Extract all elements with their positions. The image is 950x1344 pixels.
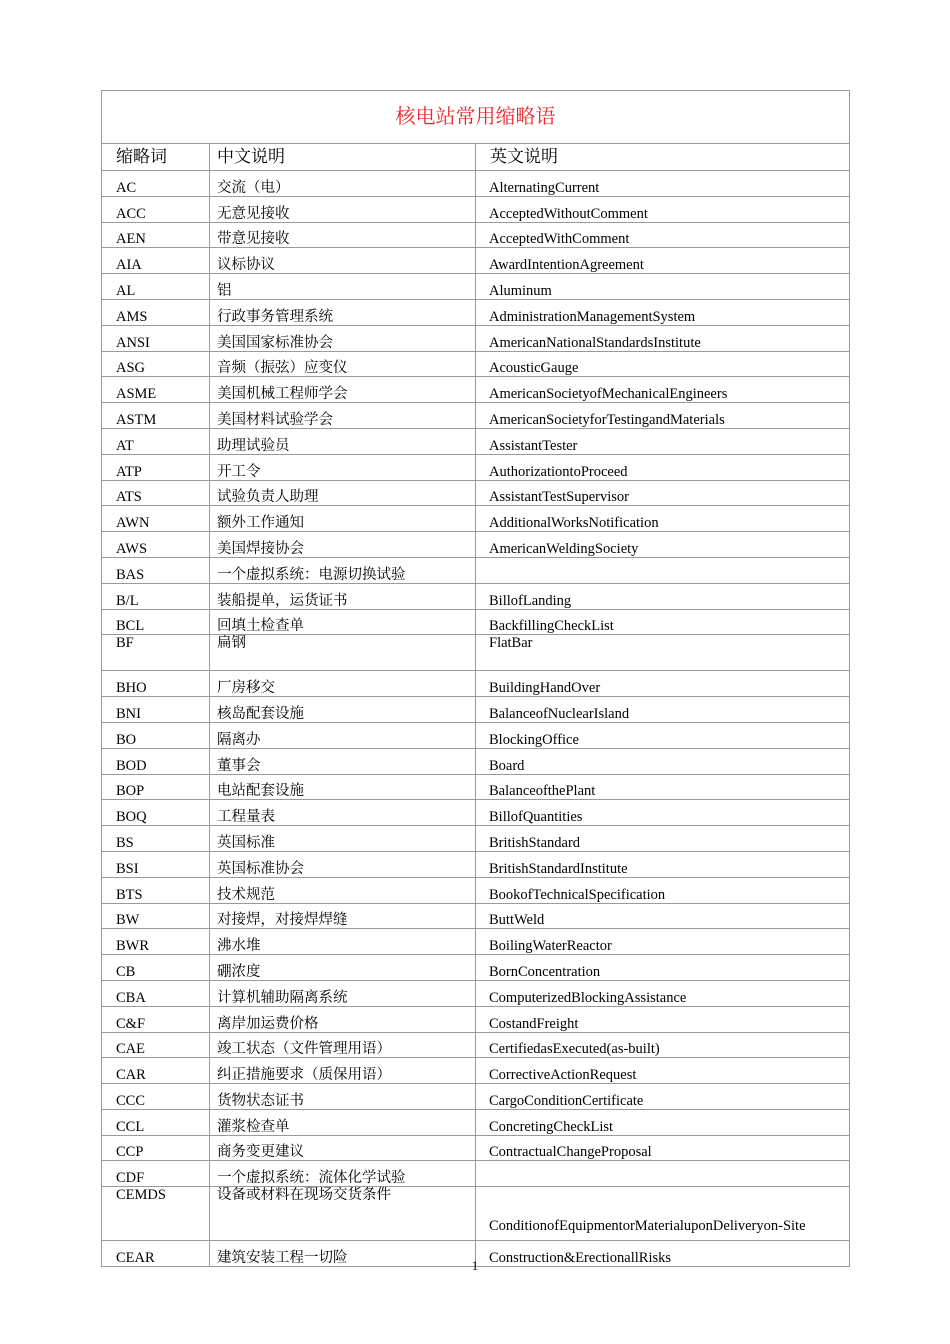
abbr-cell: CEAR (102, 1241, 210, 1267)
abbr-cell: AMS (102, 299, 210, 325)
en-cell: CargoConditionCertificate (476, 1084, 850, 1110)
en-cell: AssistantTester (476, 428, 850, 454)
abbr-cell: CAR (102, 1058, 210, 1084)
abbr-cell: AWN (102, 506, 210, 532)
en-cell: ButtWeld (476, 903, 850, 929)
title-row (102, 91, 850, 144)
header-cn: 中文说明 (210, 144, 476, 171)
table-row (102, 377, 850, 403)
table-row (102, 583, 850, 609)
en-cell: BlockingOffice (476, 722, 850, 748)
en-cell: AwardIntentionAgreement (476, 248, 850, 274)
cn-cell: 厂房移交 (210, 671, 476, 697)
en-cell: AssistantTestSupervisor (476, 480, 850, 506)
cn-cell: 英国标准协会 (210, 851, 476, 877)
en-cell (476, 557, 850, 583)
cn-cell: 交流（电） (210, 171, 476, 197)
abbr-cell: AIA (102, 248, 210, 274)
table-row (102, 929, 850, 955)
table-row (102, 1084, 850, 1110)
abbr-cell: CCP (102, 1135, 210, 1161)
page-number: 1 (471, 1258, 479, 1273)
cn-cell: 扁钢 (210, 635, 476, 671)
cn-cell: 商务变更建议 (210, 1135, 476, 1161)
table-row (102, 774, 850, 800)
en-cell: AcceptedWithComment (476, 222, 850, 248)
table-row (102, 351, 850, 377)
en-cell: AmericanNationalStandardsInstitute (476, 325, 850, 351)
abbr-cell: CAE (102, 1032, 210, 1058)
en-cell: Aluminum (476, 274, 850, 300)
cn-cell: 英国标准 (210, 826, 476, 852)
en-cell: ContractualChangeProposal (476, 1135, 850, 1161)
en-cell: CertifiedasExecuted(as-built) (476, 1032, 850, 1058)
abbr-cell: ATS (102, 480, 210, 506)
table-row (102, 222, 850, 248)
en-cell: FlatBar (476, 635, 850, 671)
abbr-cell: ANSI (102, 325, 210, 351)
cn-cell: 竣工状态（文件管理用语） (210, 1032, 476, 1058)
header-en: 英文说明 (476, 144, 850, 171)
cn-cell: 开工令 (210, 454, 476, 480)
table-row (102, 671, 850, 697)
abbr-cell: CBA (102, 980, 210, 1006)
cn-cell: 电站配套设施 (210, 774, 476, 800)
en-cell: BookofTechnicalSpecification (476, 877, 850, 903)
table-row (102, 1187, 850, 1241)
abbr-cell: BSI (102, 851, 210, 877)
table-row (102, 1109, 850, 1135)
cn-cell: 核岛配套设施 (210, 697, 476, 723)
cn-cell: 回填土检查单 (210, 609, 476, 635)
cn-cell: 音频（振弦）应变仪 (210, 351, 476, 377)
abbr-cell: AT (102, 428, 210, 454)
table-row (102, 800, 850, 826)
en-cell: BillofQuantities (476, 800, 850, 826)
en-cell: AuthorizationtoProceed (476, 454, 850, 480)
en-cell: BornConcentration (476, 955, 850, 981)
cn-cell: 对接焊，对接焊焊缝 (210, 903, 476, 929)
en-cell: AcousticGauge (476, 351, 850, 377)
document-title: 核电站常用缩略语 (102, 91, 850, 144)
cn-cell: 额外工作通知 (210, 506, 476, 532)
abbr-cell: BNI (102, 697, 210, 723)
cn-cell: 灌浆检查单 (210, 1109, 476, 1135)
table-row (102, 171, 850, 197)
cn-cell: 议标协议 (210, 248, 476, 274)
en-cell: BackfillingCheckList (476, 609, 850, 635)
en-cell: AmericanSocietyofMechanicalEngineers (476, 377, 850, 403)
table-row (102, 506, 850, 532)
abbr-cell: BCL (102, 609, 210, 635)
abbr-cell: ASME (102, 377, 210, 403)
cn-cell: 货物状态证书 (210, 1084, 476, 1110)
en-cell: Board (476, 748, 850, 774)
en-cell: ConcretingCheckList (476, 1109, 850, 1135)
cn-cell: 装船提单，运货证书 (210, 583, 476, 609)
table-row (102, 635, 850, 671)
table-row (102, 903, 850, 929)
table-row (102, 248, 850, 274)
cn-cell: 工程量表 (210, 800, 476, 826)
table-row (102, 1058, 850, 1084)
table-row (102, 403, 850, 429)
abbr-cell: BOQ (102, 800, 210, 826)
abbr-cell: BW (102, 903, 210, 929)
abbr-cell: C&F (102, 1006, 210, 1032)
abbr-cell: AEN (102, 222, 210, 248)
table-row (102, 748, 850, 774)
table-row (102, 274, 850, 300)
table-row (102, 1135, 850, 1161)
table-row (102, 1161, 850, 1187)
en-cell (476, 1161, 850, 1187)
header-row (102, 144, 850, 171)
en-cell: BuildingHandOver (476, 671, 850, 697)
en-cell: ConditionofEquipmentorMaterialuponDeliveryon-Site (476, 1187, 850, 1241)
cn-cell: 董事会 (210, 748, 476, 774)
en-cell: AcceptedWithoutComment (476, 196, 850, 222)
cn-cell: 设备或材料在现场交货条件 (210, 1187, 476, 1241)
cn-cell: 计算机辅助隔离系统 (210, 980, 476, 1006)
table-row (102, 196, 850, 222)
cn-cell: 离岸加运费价格 (210, 1006, 476, 1032)
abbr-cell: CEMDS (102, 1187, 210, 1241)
en-cell: BalanceofthePlant (476, 774, 850, 800)
cn-cell: 美国材料试验学会 (210, 403, 476, 429)
en-cell: AlternatingCurrent (476, 171, 850, 197)
abbr-cell: AL (102, 274, 210, 300)
cn-cell: 技术规范 (210, 877, 476, 903)
abbr-cell: ASG (102, 351, 210, 377)
abbr-cell: CB (102, 955, 210, 981)
abbr-cell: BWR (102, 929, 210, 955)
table-row (102, 1006, 850, 1032)
cn-cell: 带意见接收 (210, 222, 476, 248)
abbr-cell: CCC (102, 1084, 210, 1110)
table-row (102, 532, 850, 558)
cn-cell: 一个虚拟系统：流体化学试验 (210, 1161, 476, 1187)
table-row (102, 299, 850, 325)
cn-cell: 铝 (210, 274, 476, 300)
abbr-cell: BOP (102, 774, 210, 800)
en-cell: BalanceofNuclearIsland (476, 697, 850, 723)
table-row (102, 955, 850, 981)
table-row (102, 1032, 850, 1058)
cn-cell: 一个虚拟系统：电源切换试验 (210, 557, 476, 583)
cn-cell: 美国焊接协会 (210, 532, 476, 558)
table-row (102, 697, 850, 723)
en-cell: BritishStandardInstitute (476, 851, 850, 877)
en-cell: AdministrationManagementSystem (476, 299, 850, 325)
table-row (102, 851, 850, 877)
table-row (102, 826, 850, 852)
en-cell: ComputerizedBlockingAssistance (476, 980, 850, 1006)
abbr-cell: BS (102, 826, 210, 852)
en-cell: BritishStandard (476, 826, 850, 852)
table-row (102, 428, 850, 454)
cn-cell: 美国国家标准协会 (210, 325, 476, 351)
en-cell: Construction&ErectionallRisks (476, 1241, 850, 1267)
table-row (102, 722, 850, 748)
abbr-cell: AWS (102, 532, 210, 558)
abbr-cell: ACC (102, 196, 210, 222)
table-row (102, 609, 850, 635)
abbr-cell: BAS (102, 557, 210, 583)
table-row (102, 877, 850, 903)
en-cell: AmericanWeldingSociety (476, 532, 850, 558)
table-row (102, 454, 850, 480)
abbr-cell: BTS (102, 877, 210, 903)
cn-cell: 行政事务管理系统 (210, 299, 476, 325)
abbr-cell: AC (102, 171, 210, 197)
cn-cell: 美国机械工程师学会 (210, 377, 476, 403)
table-row (102, 325, 850, 351)
table-row (102, 480, 850, 506)
abbr-cell: BHO (102, 671, 210, 697)
abbr-cell: B/L (102, 583, 210, 609)
en-cell: CorrectiveActionRequest (476, 1058, 850, 1084)
table-row (102, 557, 850, 583)
abbr-cell: ATP (102, 454, 210, 480)
abbr-cell: BO (102, 722, 210, 748)
table-row (102, 980, 850, 1006)
abbr-cell: CDF (102, 1161, 210, 1187)
cn-cell: 无意见接收 (210, 196, 476, 222)
abbr-cell: CCL (102, 1109, 210, 1135)
cn-cell: 硼浓度 (210, 955, 476, 981)
cn-cell: 助理试验员 (210, 428, 476, 454)
en-cell: BillofLanding (476, 583, 850, 609)
cn-cell: 试验负责人助理 (210, 480, 476, 506)
cn-cell: 隔离办 (210, 722, 476, 748)
header-abbr: 缩略词 (102, 144, 210, 171)
abbreviation-table (101, 90, 850, 1267)
en-cell: AmericanSocietyforTestingandMaterials (476, 403, 850, 429)
cn-cell: 建筑安装工程一切险 (210, 1241, 476, 1267)
abbr-cell: BOD (102, 748, 210, 774)
en-cell: CostandFreight (476, 1006, 850, 1032)
en-cell: AdditionalWorksNotification (476, 506, 850, 532)
table-body (102, 91, 850, 1267)
cn-cell: 沸水堆 (210, 929, 476, 955)
abbr-cell: ASTM (102, 403, 210, 429)
en-cell: BoilingWaterReactor (476, 929, 850, 955)
abbr-cell: BF (102, 635, 210, 671)
cn-cell: 纠正措施要求（质保用语） (210, 1058, 476, 1084)
